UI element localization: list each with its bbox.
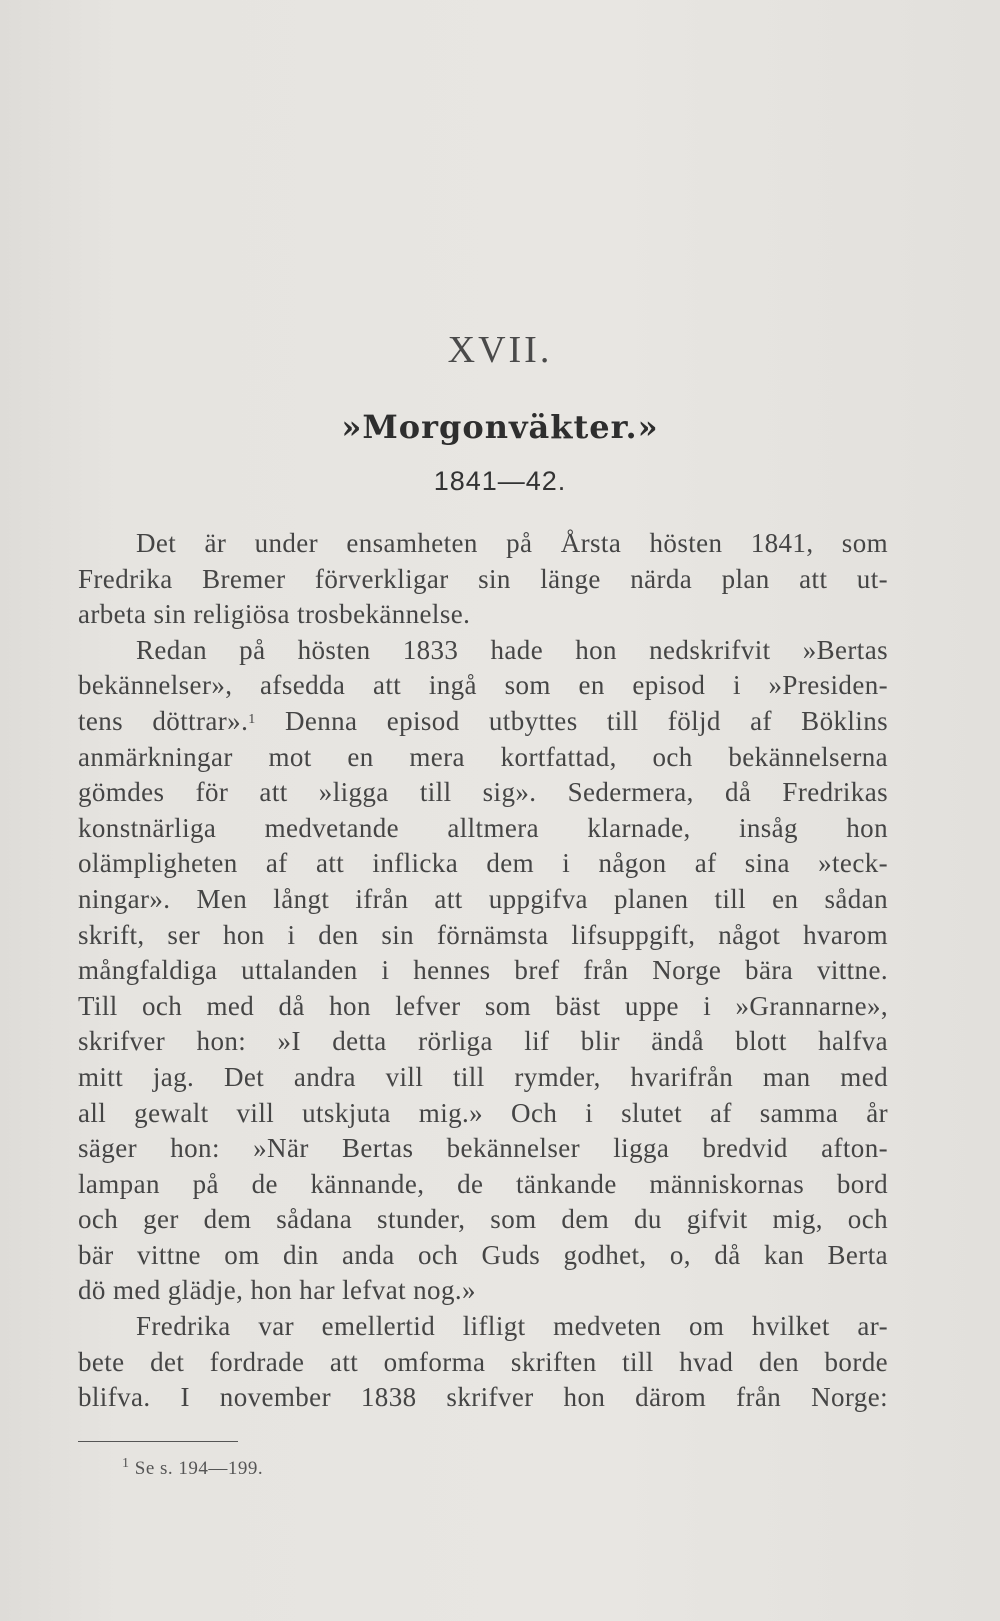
text-line: mitt jag. Det andra vill till rymder, hvarifrån man med <box>78 1061 888 1092</box>
footnote <box>122 1458 263 1480</box>
text-segment: Denna episod utbyttes till följd af Böklins <box>284 705 888 736</box>
text-line: skrifver hon: »I detta rörliga lif blir ändå blott halfva <box>78 1026 888 1057</box>
text-line: Till och med då hon lefver som bäst uppe i »Grannarne», <box>78 990 888 1021</box>
text-line: gömdes för att »ligga till sig». Sedermera, då Fredrikas <box>78 777 888 808</box>
text-line: dö med glädje, hon har lefvat nog.» <box>78 1275 476 1306</box>
text-line: och ger dem sådana stunder, som dem du gifvit mig, och <box>78 1204 888 1235</box>
chapter-number: XVII. <box>447 329 553 371</box>
text-line: ningar». Men långt ifrån att uppgifva planen till en sådan <box>78 883 888 914</box>
footnote-marker: 1 <box>122 1456 130 1471</box>
text-line: all gewalt vill utskjuta mig.» Och i slutet af samma år <box>78 1097 888 1128</box>
text-line: blifva. I november 1838 skrifver hon därom från Norge: <box>78 1382 888 1413</box>
body-text <box>78 526 888 1416</box>
text-line: arbeta sin religiösa trosbekännelse. <box>78 599 471 630</box>
text-line: Redan på hösten 1833 hade hon nedskrifvit »Bertas <box>136 634 888 665</box>
text-line: Fredrika Bremer förverkligar sin länge närda plan att ut- <box>78 563 888 594</box>
text-line: bete det fordrade att omforma skriften till hvad den borde <box>78 1346 888 1377</box>
text-line <box>78 704 888 740</box>
text-line: olämpligheten af att inflicka dem i någon af sina »teck- <box>78 848 888 879</box>
text-line: Fredrika var emellertid lifligt medveten om hvilket ar- <box>136 1311 888 1342</box>
text-segment: tens döttrar». <box>78 705 249 736</box>
text-line: skrift, ser hon i den sin förnämsta lifsuppgift, något hvarom <box>78 919 888 950</box>
text-line: bekännelser», afsedda att ingå som en episod i »Presiden- <box>78 670 888 701</box>
footnote-reference: 1 <box>248 711 256 727</box>
text-line: Det är under ensamheten på Årsta hösten 1841, som <box>136 528 888 558</box>
text-line: säger hon: »När Bertas bekännelser ligga bredvid afton- <box>78 1133 888 1164</box>
footnote-text: Se s. 194—199. <box>134 1458 264 1479</box>
chapter-years: 1841—42. <box>433 466 567 496</box>
text-line: konstnärliga medvetande alltmera klarnade, insåg hon <box>78 812 888 843</box>
text-line: mångfaldiga uttalanden i hennes bref från Norge bära vittne. <box>78 955 888 986</box>
footnote-divider <box>78 1441 238 1442</box>
text-line: lampan på de kännande, de tänkande människornas bord <box>78 1168 888 1199</box>
text-line: anmärkningar mot en mera kortfattad, och bekännelserna <box>78 741 888 772</box>
chapter-title: »Morgonväkter.» <box>341 408 659 446</box>
text-line: bär vittne om din anda och Guds godhet, o, då kan Berta <box>78 1239 888 1270</box>
